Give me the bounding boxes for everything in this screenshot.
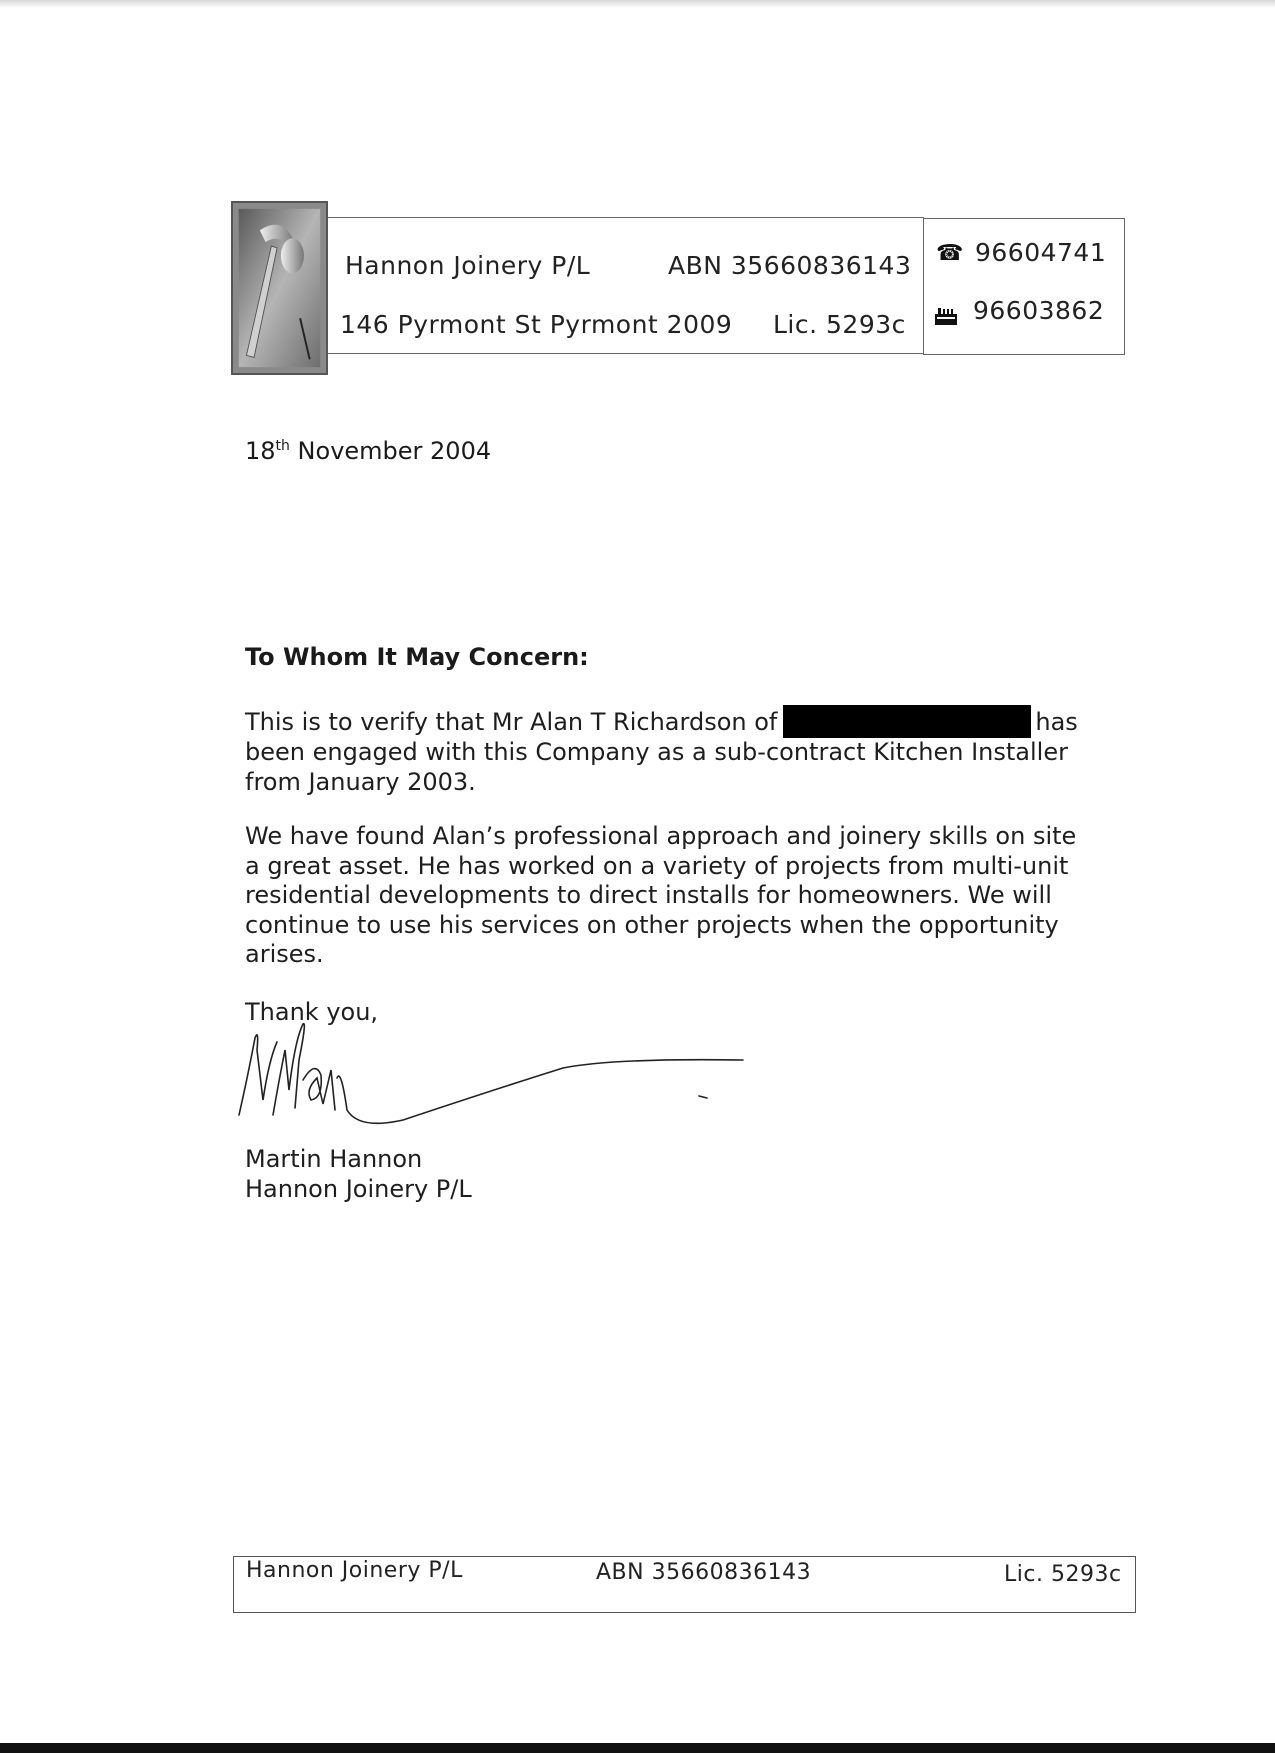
- signer-company: Hannon Joinery P/L: [245, 1174, 472, 1203]
- paragraph-verification: [245, 705, 1095, 797]
- date-day: 18: [245, 437, 276, 465]
- letterhead-licence: Lic. 5293c: [773, 310, 906, 339]
- paragraph1-start: This is to verify that Mr Alan T Richardson of: [245, 708, 778, 736]
- date-month-year: November 2004: [289, 437, 492, 465]
- letterhead-address: 146 Pyrmont St Pyrmont 2009: [340, 310, 733, 339]
- footer-licence: Lic. 5293c: [1004, 1562, 1122, 1587]
- footer-abn: ABN 35660836143: [596, 1560, 812, 1585]
- paragraph1-end: has been engaged with this Company as a sub-contract Kitchen Installer from January 2003.: [245, 708, 1078, 796]
- telephone-icon: ☎: [936, 241, 964, 266]
- letterhead-abn: ABN 35660836143: [668, 251, 912, 280]
- closing: Thank you,: [245, 998, 379, 1026]
- hammer-icon: [233, 203, 326, 373]
- paragraph-reference: We have found Alan’s professional approach and joinery skills on site a great asset. He has worked on a variety of projects from multi-unit residential developments to direct installs for homeowners. We will continue to use his services on other projects when the opportunity arises.: [245, 822, 1077, 968]
- phone-number: 96604741: [975, 238, 1107, 267]
- hammer-logo: [231, 201, 328, 375]
- fax-icon: [934, 306, 958, 326]
- redaction-bar: [783, 705, 1031, 738]
- salutation: To Whom It May Concern:: [245, 643, 589, 671]
- page-bottom-edge: [0, 1743, 1275, 1753]
- footer-company: Hannon Joinery P/L: [246, 1558, 463, 1583]
- letter-date: [245, 437, 491, 465]
- signer-name: Martin Hannon: [245, 1145, 423, 1173]
- date-suffix: th: [275, 438, 290, 454]
- signer-block: [245, 1145, 472, 1204]
- fax-number: 96603862: [973, 296, 1105, 325]
- handwritten-signature: [233, 1020, 753, 1140]
- letterhead-company: Hannon Joinery P/L: [345, 251, 591, 280]
- page-top-shadow: [0, 0, 1275, 8]
